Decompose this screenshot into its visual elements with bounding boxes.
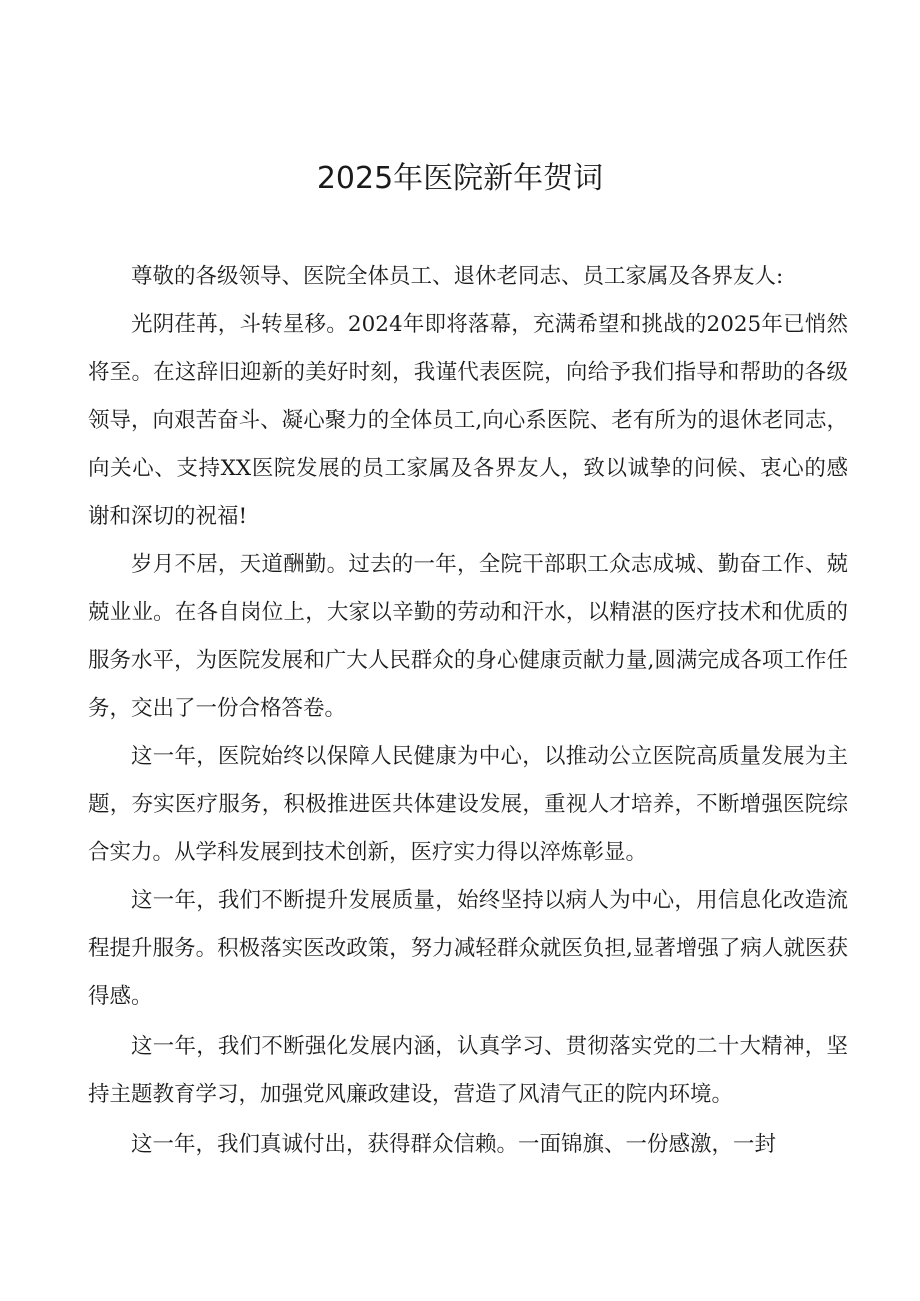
body-paragraph: 这一年，我们不断提升发展质量，始终坚持以病人为中心，用信息化改造流程提升服务。积极落实医改政策，努力减轻群众就医负担,显著增强了病人就医获得感。 bbox=[88, 888, 848, 1009]
body-paragraph: 光阴荏苒，斗转星移。2024年即将落幕，充满希望和挑战的2025年已悄然将至。在这辞旧迎新的美好时刻，我谨代表医院，向给予我们指导和帮助的各级领导，向艰苦奋斗、凝心聚力的全体员工,向心系医院、老有所为的退休老同志，向关心、支持XX医院发展的员工家属及各界友人，致以诚挚的问候、衷心的感谢和深切的祝福! bbox=[88, 312, 848, 529]
document-title: 2025年医院新年贺词 bbox=[316, 161, 604, 196]
body-paragraph: 这一年，我们不断强化发展内涵，认真学习、贯彻落实党的二十大精神，坚持主题教育学习，加强党风廉政建设，营造了风清气正的院内环境。 bbox=[88, 1034, 848, 1107]
body-paragraph: 这一年，医院始终以保障人民健康为中心，以推动公立医院高质量发展为主题，夯实医疗服务，积极推进医共体建设发展，重视人才培养，不断增强医院综合实力。从学科发展到技术创新，医疗实力得以淬炼彰显。 bbox=[88, 744, 848, 865]
body-paragraph: 岁月不居，天道酬勤。过去的一年，全院干部职工众志成城、勤奋工作、兢兢业业。在各自岗位上，大家以辛勤的劳动和汗水，以精湛的医疗技术和优质的服务水平，为医院发展和广大人民群众的身心健康贡献力量,圆满完成各项工作任务，交出了一份合格答卷。 bbox=[88, 552, 848, 721]
document-body bbox=[88, 253, 848, 1169]
salutation-paragraph: 尊敬的各级领导、医院全体员工、退休老同志、员工家属及各界友人: bbox=[131, 264, 784, 289]
body-paragraph: 这一年，我们真诚付出，获得群众信赖。一面锦旗、一份感激，一封 bbox=[131, 1132, 777, 1157]
